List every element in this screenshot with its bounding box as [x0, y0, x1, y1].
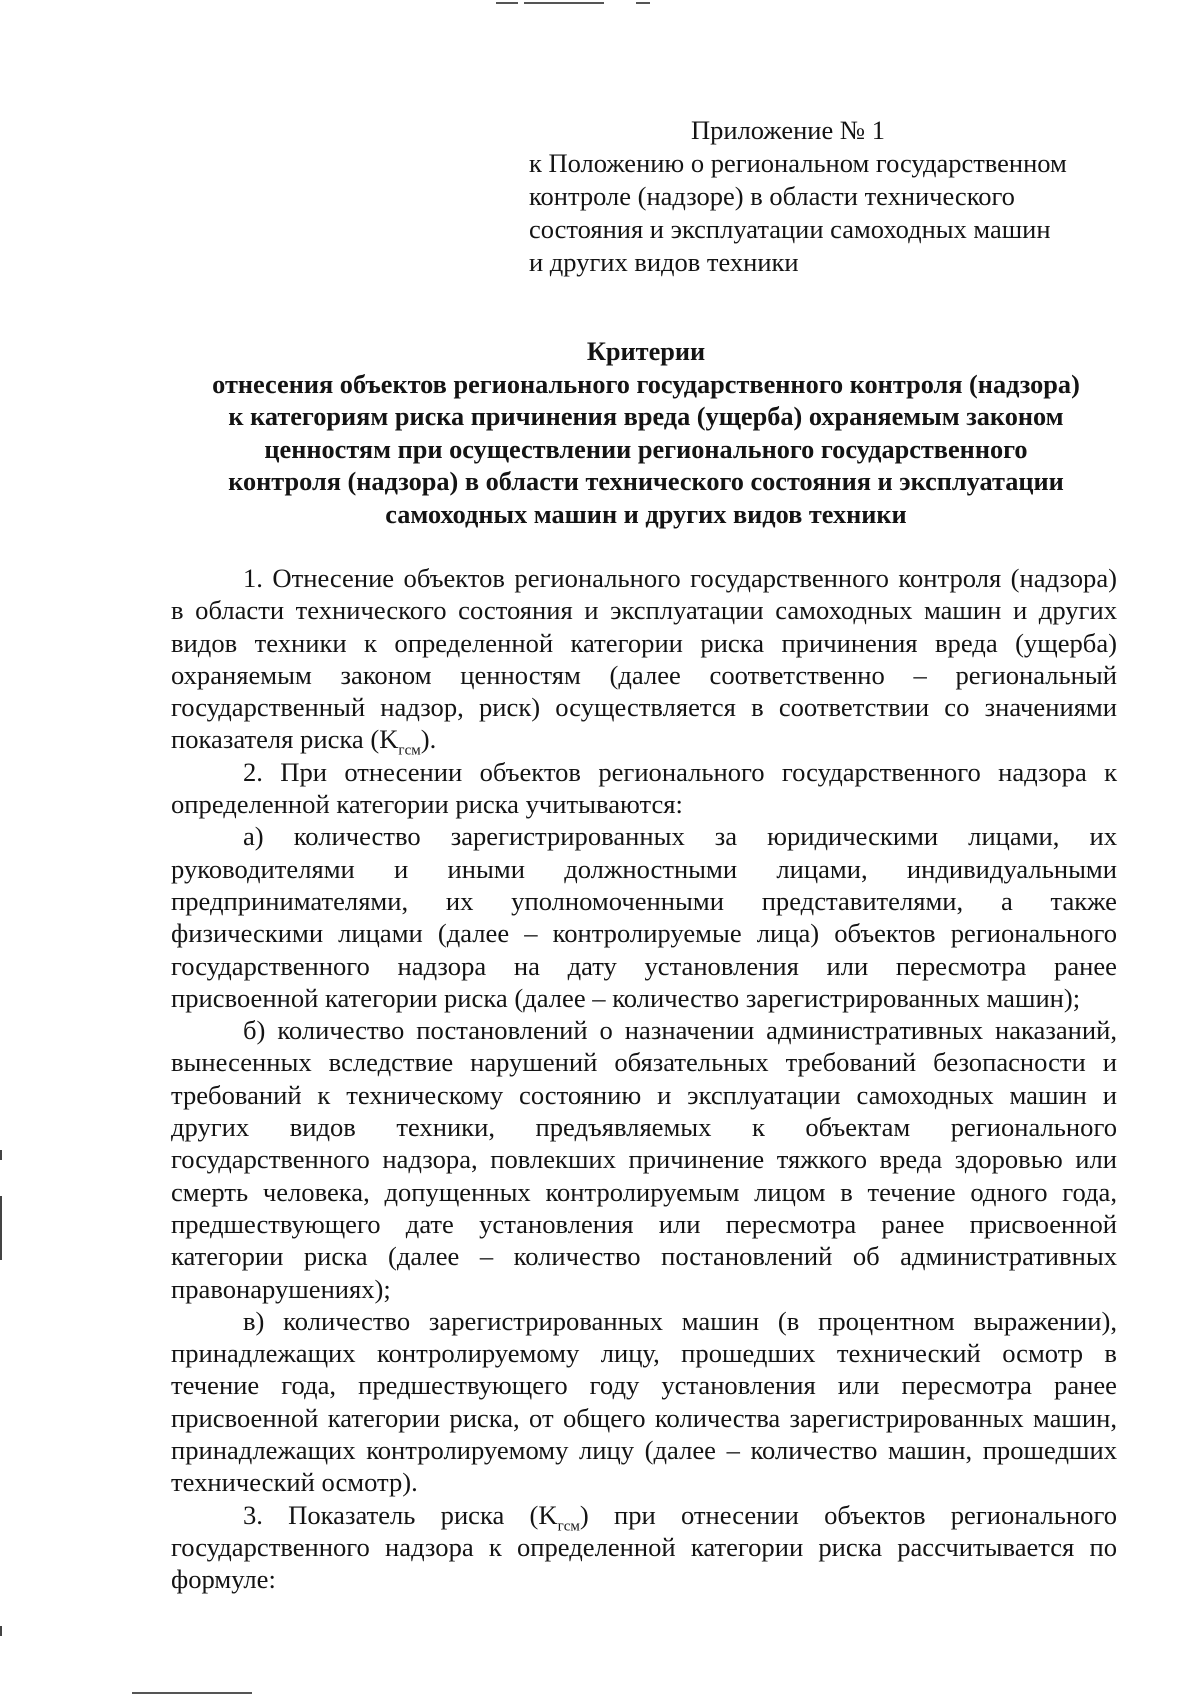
- paragraph-1: [171, 562, 1117, 759]
- title-line: к категориям риска причинения вреда (ущерба) охраняемым законом: [228, 402, 1064, 431]
- document-title: [170, 336, 1122, 531]
- appendix-line: состояния и эксплуатации самоходных машин: [529, 214, 1051, 244]
- title-line: самоходных машин и других видов техники: [385, 499, 907, 529]
- scan-artifact-margin: [0, 1196, 2, 1260]
- appendix-line: к Положению о региональном государственном: [529, 148, 1067, 178]
- risk-index-subscript: гсм: [557, 1517, 580, 1534]
- paragraph-2: 2. При отнесении объектов регионального государственного надзора к определенной категории риска учитываются:: [171, 756, 1117, 820]
- risk-index-subscript: гсм: [398, 742, 421, 759]
- paragraph-3: [171, 1499, 1117, 1596]
- appendix-header: [529, 114, 1129, 279]
- scan-artifact-bottom: [132, 1692, 252, 1694]
- scan-artifact-top: [496, 0, 696, 10]
- paragraph-1-text: 1. Отнесение объектов регионального государственного контроля (надзора) в области технического состояния и эксплуатации самоходных машин и других видов техники к определенной категории риска причинения вреда (ущерба) охраняемым законом ценностям (далее соответственно – региональный государственный надзор, риск) осуществляется в соответствии со значениями показателя риска (K: [171, 563, 1117, 755]
- paragraph-2a: а) количество зарегистрированных за юридическими лицами, их руководителями и иными должностными лицами, индивидуальными предпринимателями, их уполномоченными представителями, а также физическими лицами (далее – контролируемые лица) объектов регионального государственного надзора на дату установления или пересмотра ранее присвоенной категории риска (далее – количество зарегистрированных машин);: [171, 821, 1117, 1013]
- paragraph-2c: в) количество зарегистрированных машин (в процентном выражении), принадлежащих контролируемому лицу, прошедших технический осмотр в течение года, предшествующего году установления или пересмотра ранее присвоенной категории риска, от общего количества зарегистрированных машин, принадлежащих контролируемому лицу (далее – количество машин, прошедших технический осмотр).: [171, 1305, 1117, 1498]
- appendix-line: и других видов техники: [529, 247, 799, 277]
- scan-artifact-margin: [0, 1150, 2, 1160]
- title-line: ценностям при осуществлении регионального государственного: [264, 434, 1028, 464]
- paragraph-3-head: 3. Показатель риска (K: [243, 1499, 558, 1530]
- paragraph-3-text: ) при отнесении объектов регионального государственного надзора к определенной категории риска рассчитывается по формуле:: [171, 1499, 1118, 1595]
- paragraph-1-tail: ).: [420, 724, 437, 755]
- appendix-number: Приложение № 1: [691, 115, 886, 145]
- document-body: [171, 562, 1117, 1596]
- scan-artifact-margin: [0, 1626, 2, 1636]
- title-line: контроля (надзора) в области технического состояния и эксплуатации: [228, 467, 1064, 496]
- paragraph-2b: б) количество постановлений о назначении административных наказаний, вынесенных вследствие нарушений обязательных требований безопасности и требований к техническому состоянию и эксплуатации самоходных машин и других видов техники, предъявляемых к объектам регионального государственного надзора, повлекших причинение тяжкого вреда здоровью или смерть человека, допущенных контролируемым лицом в течение одного года, предшествующего дате установления или пересмотра ранее присвоенной категории риска (далее – количество постановлений об административных правонарушениях);: [171, 1015, 1117, 1304]
- appendix-line: контроле (надзоре) в области технического: [529, 181, 1015, 211]
- title-line: отнесения объектов регионального государственного контроля (надзора): [212, 369, 1080, 399]
- title-heading: Критерии: [586, 337, 706, 366]
